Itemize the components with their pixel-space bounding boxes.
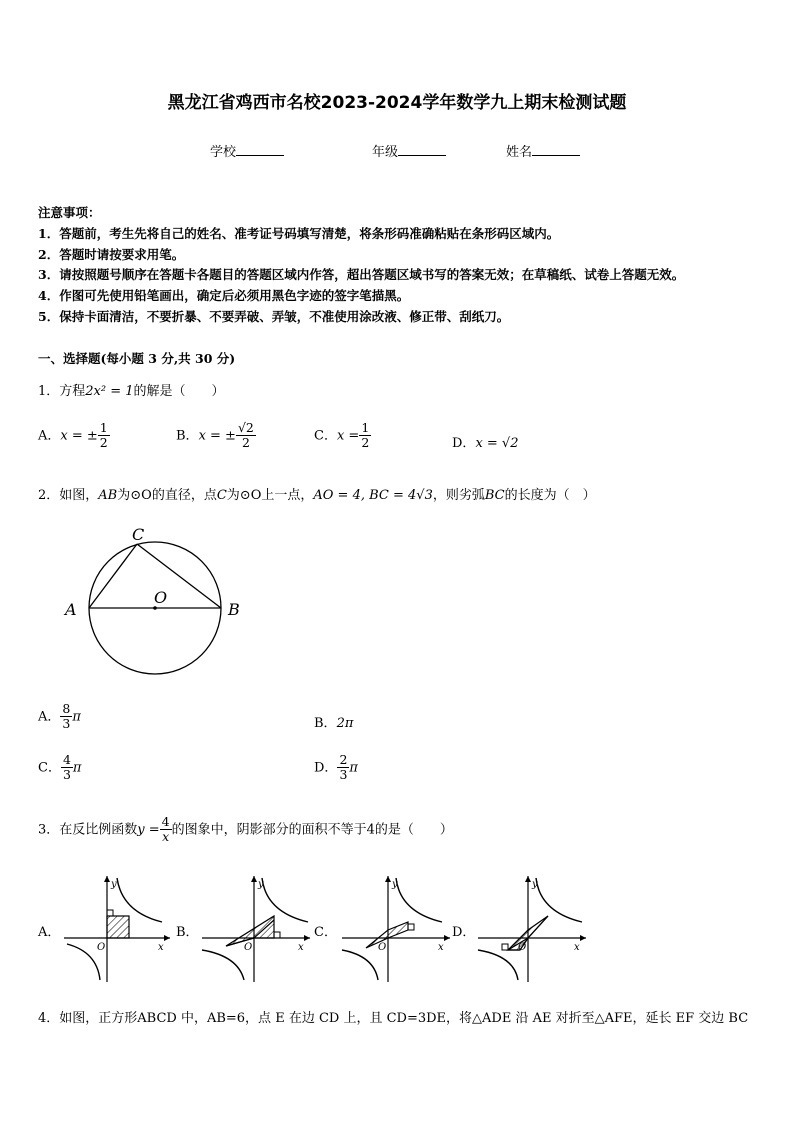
numerator: 4 xyxy=(161,814,170,829)
origin-label: O xyxy=(518,942,527,953)
q3-prefix: 3．在反比例函数 xyxy=(38,822,138,838)
option-label: B． xyxy=(176,428,199,444)
fraction xyxy=(337,753,349,783)
question-4: 4．如图，正方形ABCD 中，AB=6，点 E 在边 CD 上，且 CD=3DE，将△ADE 沿 AE 对折至△AFE，延长 EF 交边 BC xyxy=(38,1011,749,1026)
page-title: 黑龙江省鸡西市名校2023-2024学年数学九上期末检测试题 xyxy=(167,93,627,113)
fraction xyxy=(236,421,256,451)
denominator: 2 xyxy=(241,435,250,451)
numerator: 8 xyxy=(62,701,71,716)
label-c: C xyxy=(132,525,145,544)
numerator: 1 xyxy=(361,420,370,435)
y-axis-label: y xyxy=(258,879,264,890)
graph-a xyxy=(62,872,174,984)
q2-condition: AO = 4, BC = 4√3 xyxy=(313,488,433,503)
label-b: B xyxy=(228,600,240,619)
option-label: D． xyxy=(314,760,338,776)
name-blank xyxy=(532,143,580,156)
option-expr: 2π xyxy=(336,716,354,731)
x-axis-label: x xyxy=(574,942,580,953)
q2-text: ，则劣弧 xyxy=(432,488,485,503)
q1-equation: 2x² = 1 xyxy=(85,384,134,399)
q1-option-a xyxy=(38,421,110,451)
pi: π xyxy=(349,760,358,776)
denominator: 2 xyxy=(361,435,370,451)
origin-label: O xyxy=(378,942,387,953)
name-field xyxy=(506,141,580,160)
denominator: 3 xyxy=(339,767,348,783)
denominator: x xyxy=(162,829,170,845)
note-item: 2．答题时请按要求用笔。 xyxy=(38,247,185,262)
denominator: 3 xyxy=(62,716,71,732)
x-axis-label: x xyxy=(438,942,444,953)
y-axis-label: y xyxy=(111,879,117,890)
q2-option-b xyxy=(314,712,353,731)
graph-b xyxy=(198,872,314,984)
q2-circle: ⊙O xyxy=(239,488,262,503)
denominator: 3 xyxy=(62,767,71,783)
graph-c xyxy=(338,872,454,984)
school-blank xyxy=(236,143,284,156)
option-label: C． xyxy=(38,760,61,776)
q1-option-c xyxy=(314,421,371,451)
notes-heading: 注意事项： xyxy=(38,205,101,220)
label-a: A xyxy=(65,600,77,619)
q2-text: 的长度为（ ） xyxy=(504,488,596,503)
q2-circle: ⊙O xyxy=(130,488,152,503)
note-item: 5．保持卡面清洁，不要折暴、不要弄破、弄皱，不准使用涂改液、修正带、刮纸刀。 xyxy=(38,309,510,324)
q2-text: 的直径，点 xyxy=(151,488,217,503)
question-3 xyxy=(38,815,453,845)
option-lhs: x = ± xyxy=(60,428,98,444)
q1-suffix: 的解是（ ） xyxy=(133,384,225,399)
grade-label: 年级 xyxy=(372,145,399,160)
chord-ac xyxy=(89,544,137,608)
question-2 xyxy=(38,484,596,503)
grade-field xyxy=(372,141,446,160)
note-item: 3．请按照题号顺序在答题卡各题目的答题区域内作答，超出答题区域书写的答案无效；在草稿纸、试卷上答题无效。 xyxy=(38,267,685,282)
option-expr: x = √2 xyxy=(475,436,519,451)
q2-text: 为 xyxy=(226,488,240,503)
fraction xyxy=(61,753,73,783)
x-axis-label: x xyxy=(298,942,304,953)
circle-figure xyxy=(60,520,260,685)
q2-option-d xyxy=(314,753,358,783)
section-heading: 一、选择题(每小题 3 分,共 30 分) xyxy=(38,351,236,366)
school-field xyxy=(210,141,284,160)
note-item: 4．作图可先使用铅笔画出，确定后必须用黑色字迹的签字笔描黑。 xyxy=(38,288,410,303)
q2-ab: AB xyxy=(98,488,118,503)
fraction xyxy=(98,421,110,451)
q2-c: C xyxy=(216,488,227,503)
x-axis-label: x xyxy=(158,942,164,953)
q3-label-a: A． xyxy=(38,925,61,940)
origin-label: O xyxy=(97,942,106,953)
q3-label-b: B． xyxy=(176,925,199,940)
label-o: O xyxy=(154,588,168,607)
origin-label: O xyxy=(244,942,253,953)
option-lhs: x = ± xyxy=(198,428,236,444)
grade-blank xyxy=(398,143,446,156)
q2-arc: BC xyxy=(484,488,505,503)
option-label: B． xyxy=(314,716,337,731)
y-axis-label: y xyxy=(532,879,538,890)
q3-label-c: C． xyxy=(314,925,337,940)
numerator: 4 xyxy=(62,752,71,767)
denominator: 2 xyxy=(99,435,108,451)
question-1 xyxy=(38,380,225,399)
option-label: A． xyxy=(38,428,61,444)
numerator: √2 xyxy=(237,420,254,435)
q1-prefix: 1．方程 xyxy=(38,384,86,399)
q2-text: 2．如图， xyxy=(38,488,99,503)
school-label: 学校 xyxy=(210,145,237,160)
numerator: 1 xyxy=(99,420,108,435)
fraction xyxy=(160,815,172,845)
fraction xyxy=(359,421,371,451)
q1-option-b xyxy=(176,421,256,451)
y-axis-label: y xyxy=(392,879,398,890)
q3-fn-lhs: y = xyxy=(137,822,160,838)
q3-label-d: D． xyxy=(452,925,476,940)
graph-d xyxy=(474,872,590,984)
q2-option-c xyxy=(38,753,81,783)
q1-option-d xyxy=(452,432,518,451)
option-label: D． xyxy=(452,436,476,451)
name-label: 姓名 xyxy=(506,145,533,160)
q3-suffix: 的图象中，阴影部分的面积不等于4的是（ ） xyxy=(171,822,453,838)
option-lhs: x = xyxy=(336,428,360,444)
pi: π xyxy=(72,760,82,776)
q2-option-a xyxy=(38,702,81,732)
pi: π xyxy=(72,709,81,725)
fraction xyxy=(60,702,72,732)
chord-bc xyxy=(137,544,221,608)
option-label: C． xyxy=(314,428,337,444)
note-item: 1．答题前，考生先将自己的姓名、准考证号码填写清楚，将条形码准确粘贴在条形码区域内。 xyxy=(38,226,560,241)
option-label: A． xyxy=(38,709,61,725)
q2-text: 为 xyxy=(117,488,131,503)
numerator: 2 xyxy=(339,752,348,767)
q2-text: 上一点， xyxy=(261,488,314,503)
